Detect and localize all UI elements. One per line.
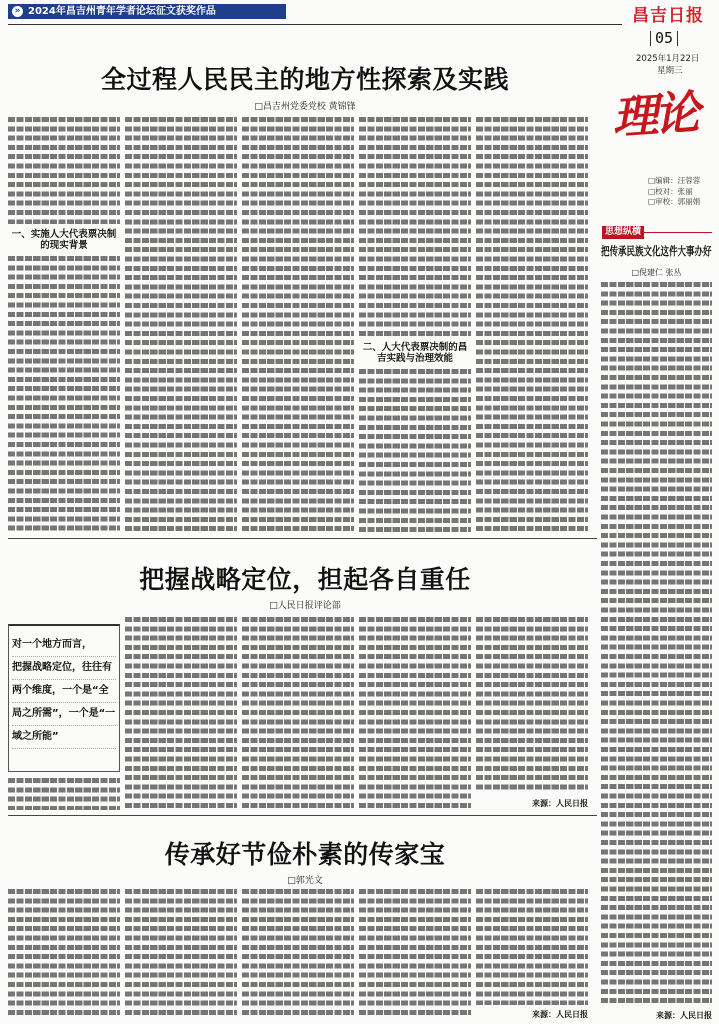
sidebar-source: 来源：人民日报 [656,1011,712,1020]
article-2-headline: 把握战略定位，担起各自重任 [139,565,471,594]
article-3-body-text [242,889,354,1019]
article-2-byline: □人民日报评论部 [269,601,341,611]
pull-quote-line: 域之所能” [12,726,116,749]
section-banner-label: 2024年昌吉州青年学者论坛征文获奖作品 [28,6,216,17]
article-1-body-text [359,117,471,336]
article-2-body-text [8,778,120,810]
article-3-body-text [359,889,471,1019]
sidebar-byline: □倪建仁 张丛 [631,268,682,277]
article-1-body-text [8,256,120,533]
sidebar-body-text [601,282,712,1006]
article-1-subhead-1: 一、实施人大代表票决制的现实背景 [11,229,117,251]
article-1-body-text [476,117,588,533]
column-tag-rule [641,232,712,233]
article-3-headline: 传承好节俭朴素的传家宝 [164,840,446,869]
newspaper-logo: 昌吉日报 [632,6,704,26]
reviewer-credit: □审校：郭丽娟 [648,197,701,206]
pull-quote-line: 把握战略定位，往往有 [12,657,116,680]
section-title: 理论 [610,85,698,145]
article-1-subhead-2: 二、人大代表票决制的昌吉实践与治理效能 [362,342,468,364]
article-2-body-text [242,617,354,810]
pull-quote-line: 两个维度，一个是“全 [12,680,116,703]
article-3-body-text [8,889,120,1019]
article-3-source: 来源：人民日报 [532,1010,588,1019]
article-2-body-text [125,617,237,810]
page-number: 05 [650,31,678,46]
article-divider [8,815,597,816]
article-1-body-text [359,369,471,533]
pull-quote [8,624,120,772]
article-1-body-text [8,117,120,224]
header-rule [8,24,622,25]
article-2-body-text [359,617,471,810]
article-divider [8,538,597,539]
article-1-body-text [125,117,237,533]
issue-weekday: 星期三 [657,66,683,76]
article-1-byline: □昌吉州党委党校 黄锦锋 [254,102,356,112]
pull-quote-line: 局之所需”，一个是“一 [12,703,116,726]
article-3-byline: □郭光文 [287,876,323,886]
article-2-body-text [476,617,588,793]
article-2-source: 来源：人民日报 [532,799,588,808]
editor-credit: □编辑：汪蓉蓉 [648,176,701,185]
article-1-body-text [242,117,354,533]
sidebar-headline: 把传承民族文化这件大事办好 [601,245,712,260]
article-1-headline: 全过程人民民主的地方性探索及实践 [100,65,509,94]
double-chevron-icon: » [12,6,23,17]
issue-date: 2025年1月22日 [636,54,700,64]
pull-quote-line: 对一个地方而言， [12,634,116,657]
column-tag: 思想纵横 [602,226,644,239]
section-banner [8,4,286,19]
proofreader-credit: □校对：张丽 [648,186,693,196]
article-3-body-text [476,889,588,1005]
page-credits [648,176,700,208]
article-3-body-text [125,889,237,1019]
